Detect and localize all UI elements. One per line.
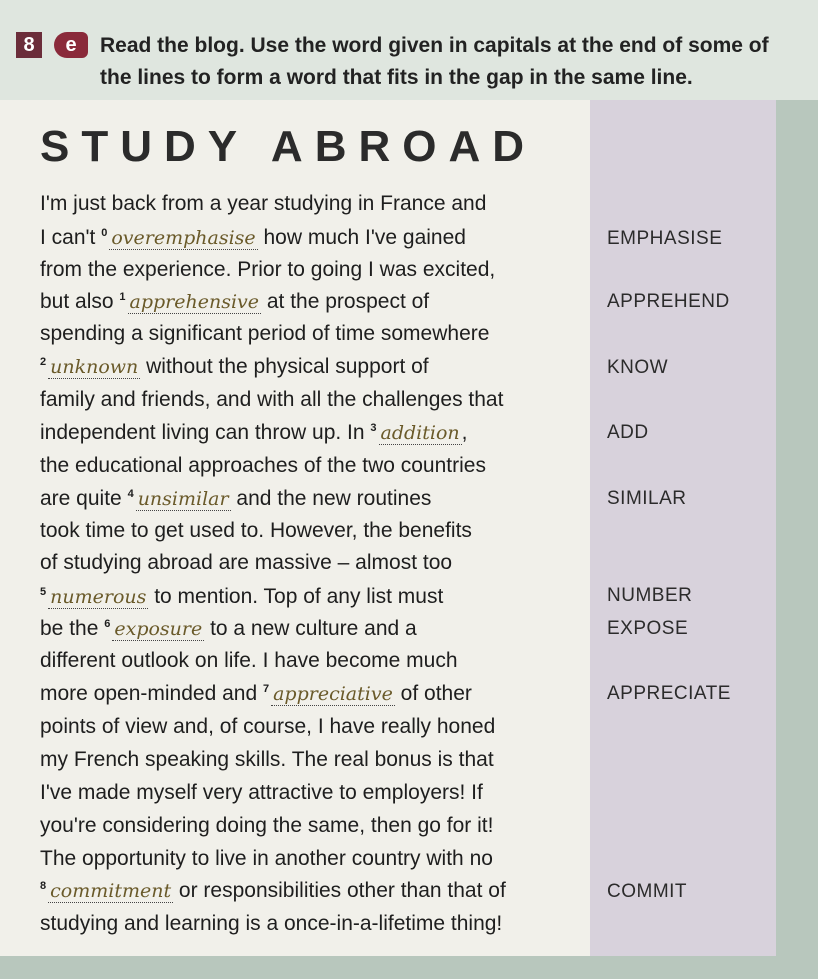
blog-line: $^8$ commitment or responsibilities other than that of: [40, 879, 506, 902]
base-word: KNOW: [607, 357, 669, 378]
gap-number: 1: [119, 291, 126, 303]
exercise-number: 8: [16, 32, 42, 58]
blog-line: points of view and, of course, I have really honed: [40, 715, 496, 738]
blog-line: of studying abroad are massive – almost too: [40, 551, 453, 574]
blog-line: be the $^6$ exposure to a new culture and a: [40, 617, 417, 640]
blog-title: STUDY ABROAD: [40, 122, 537, 171]
blog-line: family and friends, and with all the challenges that: [40, 388, 504, 411]
gap-number: 6: [104, 618, 111, 630]
gap-2[interactable]: unknown: [50, 356, 139, 378]
gap-6[interactable]: exposure: [114, 618, 203, 640]
blog-line: took time to get used to. However, the benefits: [40, 519, 472, 542]
instruction-text: Read the blog. Use the word given in capitals at the end of some of the lines to form a word that fits in the gap in the same line.: [100, 34, 769, 89]
base-word: APPRECIATE: [607, 683, 731, 704]
base-word: ADD: [607, 422, 649, 443]
blog-line: you're considering doing the same, then go for it!: [40, 814, 494, 837]
blog-line: I can't $^0$ overemphasise how much I've gained: [40, 226, 466, 249]
blog-line: are quite $^4$ unsimilar and the new routines: [40, 487, 432, 510]
blog-line: more open-minded and $^7$ appreciative of other: [40, 682, 472, 705]
gap-8[interactable]: commitment: [50, 880, 172, 902]
blog-line: independent living can throw up. In $^3$ addition,: [40, 421, 468, 444]
blog-line: from the experience. Prior to going I was excited,: [40, 258, 496, 281]
blog-line: $^2$ unknown without the physical support of: [40, 355, 429, 378]
blog-line: studying and learning is a once-in-a-lifetime thing!: [40, 912, 503, 935]
gap-5[interactable]: numerous: [50, 586, 147, 608]
gap-number: 8: [40, 880, 47, 892]
gap-number: 0: [101, 227, 108, 239]
base-word: EMPHASISE: [607, 228, 723, 249]
base-word: EXPOSE: [607, 618, 689, 639]
blog-line: The opportunity to live in another country with no: [40, 847, 493, 870]
gap-example[interactable]: overemphasise: [111, 227, 256, 249]
gap-number: 3: [370, 422, 377, 434]
exercise-type-icon: e: [54, 32, 88, 58]
gap-number: 4: [127, 488, 134, 500]
base-word: APPREHEND: [607, 291, 730, 312]
base-word: SIMILAR: [607, 488, 687, 509]
blog-line: spending a significant period of time somewhere: [40, 322, 490, 345]
blog-line: I'm just back from a year studying in France and: [40, 192, 487, 215]
blog-line: my French speaking skills. The real bonus is that: [40, 748, 494, 771]
gap-number: 5: [40, 586, 47, 598]
blog-line: the educational approaches of the two countries: [40, 454, 486, 477]
gap-3[interactable]: addition: [380, 422, 460, 444]
gap-number: 2: [40, 356, 47, 368]
blog-line: different outlook on life. I have become much: [40, 649, 458, 672]
gap-4[interactable]: unsimilar: [137, 488, 229, 510]
blog-line: $^5$ numerous to mention. Top of any list must: [40, 585, 444, 608]
instruction-header: [0, 0, 818, 100]
blog-line: I've made myself very attractive to employers! If: [40, 781, 483, 804]
gap-7[interactable]: appreciative: [273, 683, 393, 705]
gap-1[interactable]: apprehensive: [129, 291, 260, 313]
base-word: NUMBER: [607, 585, 693, 606]
base-word: COMMIT: [607, 881, 688, 902]
blog-line: but also $^1$ apprehensive at the prospect of: [40, 290, 430, 313]
gap-number: 7: [262, 683, 270, 695]
